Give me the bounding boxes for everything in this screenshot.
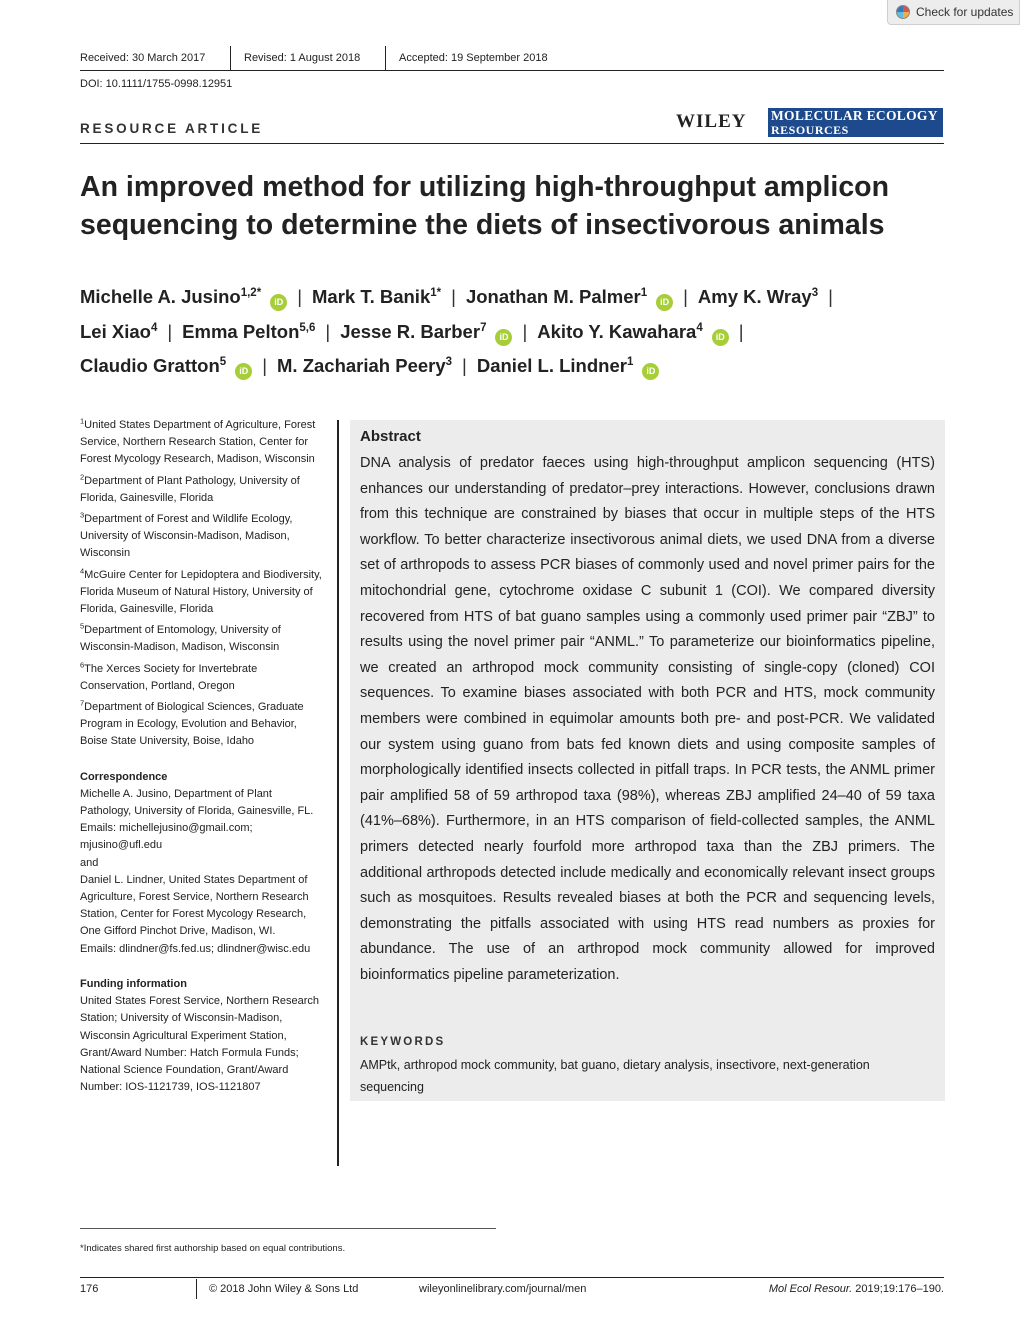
divider (230, 46, 231, 70)
separator: | (683, 286, 688, 307)
citation-volume: 2019;19:176–190. (852, 1283, 944, 1295)
separator: | (828, 286, 833, 307)
journal-url[interactable]: wileyonlinelibrary.com/journal/men (419, 1283, 587, 1295)
journal-logo (768, 108, 943, 137)
affiliation-text: Department of Entomology, University of Wisconsin-Madison, Madison, Wisconsin (80, 624, 281, 654)
orcid-icon[interactable]: iD (642, 363, 659, 380)
correspondence-and: and (80, 856, 99, 869)
doi-link[interactable]: DOI: 10.1111/1755-0998.12951 (80, 78, 233, 90)
author-name[interactable]: Mark T. Banik (312, 286, 431, 307)
affiliation-number: 4 (80, 565, 85, 575)
journal-name-line1: MOLECULAR ECOLOGY (771, 108, 938, 123)
author-name[interactable]: Claudio Gratton (80, 355, 220, 376)
header-rule (80, 70, 944, 71)
affiliation-text: Department of Forest and Wildlife Ecology, University of Wisconsin-Madison, Madison, Wisconsin (80, 513, 293, 560)
separator: | (522, 320, 528, 342)
correspondence-emails[interactable]: Emails: michellejusino@gmail.com; mjusino@ufl.edu (80, 822, 253, 852)
funding-text: United States Forest Service, Northern Research Station; University of Wisconsin-Madison, Wisconsin Agricultural Experiment Station, Grant/Award Number: Hatch Formula Funds; National Science Foundation, Grant/Award Number: IOS-1121739, IOS-1121807 (80, 995, 320, 1094)
author-list (80, 280, 944, 384)
affiliation-number: 7 (80, 698, 85, 708)
affiliation-number: 3 (80, 510, 85, 520)
check-for-updates-label: Check for updates (916, 5, 1014, 19)
citation (769, 1283, 944, 1295)
footer-rule (80, 1277, 944, 1278)
author (698, 286, 818, 307)
article-type: RESOURCE ARTICLE (80, 121, 264, 136)
separator: | (738, 320, 744, 342)
article-sidebar (80, 417, 326, 1096)
orcid-icon[interactable]: iD (235, 363, 252, 380)
update-icon (896, 5, 910, 19)
separator: | (325, 320, 331, 342)
affiliation-number: 2 (80, 471, 85, 481)
author-affiliation-mark: 1,2* (240, 286, 262, 299)
publisher-logo: WILEY (676, 111, 747, 132)
author-affiliation-mark: 4 (696, 321, 703, 334)
separator: | (451, 286, 456, 307)
accepted-date: Accepted: 19 September 2018 (399, 52, 548, 64)
correspondence-text: Daniel L. Lindner, United States Department of Agriculture, Forest Service, Northern Research Station, Center for Forest Mycology Research, One Gifford Pinchot Drive, Madison, WI. (80, 873, 309, 938)
separator: | (262, 355, 267, 376)
author-affiliation-mark: 1 (640, 286, 648, 299)
funding-heading: Funding information (80, 977, 187, 990)
affiliation (80, 511, 326, 563)
author-affiliation-mark: 5,6 (299, 321, 316, 334)
affiliation-text: United States Department of Agriculture, Forest Service, Northern Research Station, Center for Forest Mycology Research, Madison, Wisconsin (80, 419, 316, 466)
affiliation (80, 622, 326, 656)
author (182, 321, 315, 342)
author-name[interactable]: Amy K. Wray (697, 286, 812, 307)
keywords-heading: KEYWORDS (360, 1036, 446, 1048)
affiliation-number: 1 (80, 416, 85, 426)
correspondence-heading: Correspondence (80, 770, 168, 783)
article-title: An improved method for utilizing high-throughput amplicon sequencing to determine the diets of insectivorous animals (80, 171, 889, 241)
journal-name-line2: RESOURCES (771, 123, 849, 137)
author (80, 355, 226, 376)
separator: | (462, 355, 467, 376)
author (340, 321, 486, 342)
correspondence-text: Michelle A. Jusino, Department of Plant Pathology, University of Florida, Gainesville, FL. (80, 787, 314, 818)
affiliation (80, 699, 326, 751)
affiliation (80, 661, 326, 695)
orcid-icon[interactable]: iD (495, 329, 512, 346)
journal-abbrev: Mol Ecol Resour. (768, 1283, 853, 1295)
author (312, 286, 441, 307)
author (537, 321, 702, 342)
affiliation (80, 473, 326, 507)
page-footer (80, 1279, 944, 1303)
author-name[interactable]: Akito Y. Kawahara (537, 320, 697, 342)
author-affiliation-mark: 7 (480, 321, 487, 334)
footnote: *Indicates shared first authorship based on equal contributions. (80, 1243, 346, 1254)
revised-date: Revised: 1 August 2018 (244, 52, 361, 64)
copyright: © 2018 John Wiley & Sons Ltd (209, 1283, 359, 1295)
affiliation-text: Department of Biological Sciences, Graduate Program in Ecology, Evolution and Behavior, Boise State University, Boise, Idaho (80, 701, 304, 748)
article-type-rule (80, 143, 944, 144)
author-name[interactable]: Lei Xiao (80, 320, 151, 342)
affiliation-text: The Xerces Society for Invertebrate Conservation, Portland, Oregon (80, 662, 258, 692)
footnote-rule (80, 1228, 496, 1229)
check-for-updates-button[interactable] (887, 0, 1020, 25)
author-name[interactable]: M. Zachariah Peery (277, 355, 446, 376)
author-affiliation-mark: 1 (626, 355, 634, 368)
column-divider (337, 420, 339, 1166)
author (80, 321, 157, 342)
affiliation-text: McGuire Center for Lepidoptera and Biodiversity, Florida Museum of Natural History, University of Florida, Gainesville, Florida (80, 568, 322, 616)
abstract-text: DNA analysis of predator faeces using high-throughput amplicon sequencing (HTS) enhances our understanding of predator–prey interactions. However, conclusions drawn from this technique are constrained by biases that occur in multiple steps of the HTS workflow. To better characterize insectivorous animal diets, we used DNA from a diverse set of arthropods to assess PCR biases of commonly used and novel primer pairs for the mitochondrial gene, cytochrome oxidase C subunit 1 (COI). We compared diversity recovered from HTS of bat guano samples using a commonly used primer pair “ZBJ” to results using the novel primer pair “ANML.” To parameterize our bioinformatics pipeline, we created an arthropod mock community consisting of single-copy (cloned) COI sequences. To examine biases associated with both PCR and HTS, mock community members were combined in equimolar amounts both pre- and post-PCR. We validated our system using guano from bats fed known diets and using composite samples of morphologically identified insects collected in pitfall traps. In PCR tests, the ANML primer pair amplified 58 of 59 arthropod taxa (98%), whereas ZBJ amplified 24–40 of 59 taxa (41%–68%). Furthermore, in an HTS comparison of field-collected samples, the ANML primers detected nearly fourfold more arthropod taxa than the ZBJ primers. The additional arthropods detected include medically and economically relevant insect groups such as mosquitoes. Results revealed biases at both the PCR and sequencing levels, demonstrating the pitfalls associated with using HTS read numbers as proxies for abundance. The use of an arthropod mock community allowed for improved bioinformatics pipeline parameterization. (360, 455, 935, 983)
orcid-icon[interactable]: iD (656, 294, 673, 311)
separator: | (167, 320, 173, 342)
affiliation-number: 6 (80, 659, 85, 669)
author-affiliation-mark: 3 (811, 286, 819, 299)
author (80, 286, 261, 307)
author-affiliation-mark: 4 (150, 321, 158, 334)
author (277, 355, 452, 376)
publication-dates (80, 46, 944, 72)
orcid-icon[interactable]: iD (270, 294, 287, 311)
affiliation (80, 417, 326, 469)
author-affiliation-mark: 5 (219, 355, 227, 368)
affiliation (80, 567, 326, 619)
affiliation-text: Department of Plant Pathology, University of Florida, Gainesville, Florida (80, 474, 300, 504)
separator: | (297, 286, 302, 307)
author-name[interactable]: Emma Pelton (182, 320, 300, 342)
author-name[interactable]: Daniel L. Lindner (476, 355, 627, 376)
author-affiliation-mark: 3 (445, 355, 453, 368)
affiliation-number: 5 (80, 621, 85, 631)
orcid-icon[interactable]: iD (712, 329, 729, 346)
page-number: 176 (80, 1283, 99, 1295)
abstract-heading: Abstract (360, 428, 421, 445)
author-affiliation-mark: 1* (430, 286, 442, 299)
keywords-text: AMPtk, arthropod mock community, bat guano, dietary analysis, insectivore, next-generation sequencing (360, 1058, 870, 1094)
author-name[interactable]: Michelle A. Jusino (80, 286, 241, 307)
divider (385, 46, 386, 70)
author (477, 355, 633, 376)
correspondence-emails[interactable]: Emails: dlindner@fs.fed.us; dlindner@wisc.edu (80, 942, 311, 955)
received-date: Received: 30 March 2017 (80, 52, 206, 64)
author-name[interactable]: Jonathan M. Palmer (465, 286, 641, 307)
divider (196, 1279, 197, 1299)
author-name[interactable]: Jesse R. Barber (340, 320, 481, 342)
author (466, 286, 647, 307)
